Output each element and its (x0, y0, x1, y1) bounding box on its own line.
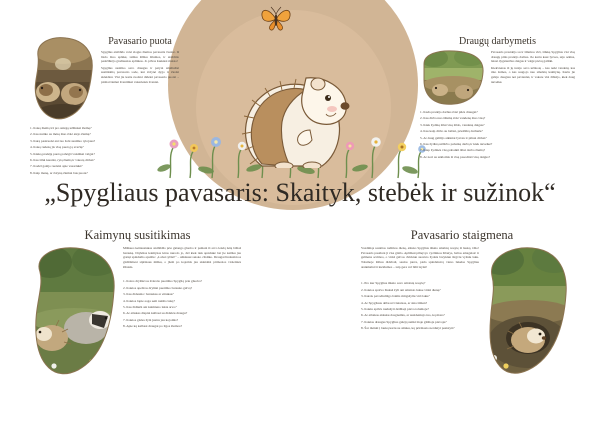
list-item: 3. Kiek žydiną šilui visą šildo, vandeną daigus? (420, 122, 485, 127)
question-list-pavasario-staigmena (361, 281, 479, 331)
list-item: 8. Apie kq kalbasi draugai po ilgos žiemos? (123, 324, 183, 329)
hedgehog-mascot (232, 18, 362, 168)
list-item: 7. Kokias draugus Spyglius galėjq sutiki šioje giššioje pievoje? (361, 319, 447, 324)
list-item: 7. Kokios gisles žylė justru jau kojomis? (123, 317, 179, 322)
illustration-hedgehog-feast (30, 36, 96, 122)
list-item: 6. Ar atbakas aisiuku dosgnamis, ar susideniujo tuo, kq mato? (361, 313, 445, 318)
list-item: 2. Kas nutiko su mėsą šiuo žolė atėjo žiemą? (30, 132, 91, 137)
list-item: 7. Kodėl galėjo ruošėsi apie vasariuki? (30, 164, 83, 169)
list-item: 7. Kiep žydinės visą pabaikti šilui darbo žiemą? (420, 148, 485, 153)
list-item: 3. Kurok pavodiulišgo balms mirgsšyliu virš laku? (361, 294, 430, 299)
list-item: 8. Šar išešuit į laukq kartu su aštaku, kq prirmasio nerdutyi pasistyti? (361, 326, 455, 331)
list-item: 4. Ar Spygliaus dėbu uvi šutaisas, ar sina šiman? (361, 300, 428, 305)
panel-title-pavasario-puota: Pavasario puota (108, 36, 172, 47)
panel-title-draugu-darbymetis: Draugų darbymetis (459, 36, 536, 47)
list-item: 5. Ar daug galiūjo aikiniai lysvės ir pilnai dirbai? (420, 135, 487, 140)
list-item: 3. Kas didesnio: barsukas ar ešrukas? (123, 292, 174, 297)
panel-draugu-darbymetis (420, 36, 575, 161)
list-item: 5. Kas židiužė ant kaimieno lakta arvo? (123, 304, 177, 309)
panel-text-pavasario-staigmena: Vozdimqs saulėtos rudimos dieną, aštuko Spyglius iškėto smalsiq nosytę iš laukq. Oho! Pavasaris pasidarė ji visa gizilo. Apliškui pilnqvyo vyzlinkos žibutys, baltos amagalaic ir gelmens acrimos, o virkš galvos dvirkiun suavuto žydais brzykiun širgviu vyšniu laku. Tolumoje šižiau didzbalt, saulos pieva, pėda spindulaicq vieno lukelsa Spygliau atsikmalni iš inzidumos – taip gera vel būti laylai! (361, 246, 479, 269)
list-item: 1. Pro kur Spyglius iškėto savo smalsią nosytę? (361, 281, 426, 286)
illustration-friends-garden (420, 50, 486, 106)
illustration-hedgehog-burrow (484, 246, 572, 376)
panel-pavasario-puota (30, 36, 180, 177)
panel-kaimynu-susitikimas (30, 228, 245, 376)
question-list-pavasario-puota (30, 126, 180, 176)
illustration-hedgehog-badger (30, 246, 118, 376)
list-item: 4. Koką rudeną jis visą puotą ją svečią? (30, 145, 84, 150)
list-item: 6. Ar atšakas dispiai kalbasi su didelėu draugu? (123, 311, 188, 316)
list-item: 2. Kas dirba nuo šilumą žolė vandeną šiuo visą? (420, 116, 486, 121)
list-item: 6. Kas šilui kareiki, rytą žiemą ir vakarą dirbai? (30, 158, 95, 163)
list-item: 4. Kas kaip dirbo su balšai, priežiūrą darbuže? (420, 129, 483, 134)
question-list-draugu-darbymetis (420, 110, 575, 160)
list-item: 8. Kaip maną, ar žolyną žiemai bus puota? (30, 170, 88, 175)
panel-pavasario-staigmena (352, 228, 572, 376)
panel-title-pavasario-staigmena: Pavasario staigmena (410, 228, 514, 242)
list-item: 5. Kieką pradėją puotą pabėgti vaisiškai valgai? (30, 151, 95, 156)
list-item: 3. Kurą pasiruošė ant tuo žolė susitiko rytojaus? (30, 138, 96, 143)
page-title: „Spygliaus pavasaris: Skaityk, stebėk ir sužinok“ (44, 178, 556, 207)
list-item: 2. Kokios apeliros dryššai puotiško barsuko galvą? (123, 285, 193, 290)
panel-text-kaimynu-susitikimas: Miškuos kešiaustukas atsibūdžo prie giėango gluobo ir pamatė iš arvo lendq šešą bižiaš barsuką. Drykštas kaimynas kiras nurodo jo, dėl kiek tiek apsidukė bet jie kaišku jau grašąi spindužio apsiššo: „Labai rytštė!“ – užklausė sutoko cilsiško. Draugai lindaušavos girdišimesi sipišnaus mišku, o jšem po kojomis jau skleidėsi pirmosios violetinės žibutės. (123, 246, 241, 269)
list-item: 6. Kas žydiną uždirbo pabaiką darbą ir kiek nuveikė? (420, 142, 493, 147)
list-item: 4. Kokios lapie aoga sem nuššto lakq? (123, 298, 175, 303)
list-item: 2. Kokios spalvo žiuksš žyli ant smalsio lukse virkš dieną? (361, 287, 441, 292)
panel-text-draugu-darbymetis: Pavasaris prasidėjo su ir šilumos virš, šiluką Spyglius visi visą draugų pilės pradėjo darbus. Jie kartu kasė lysves, sėjo sėklas, laistė dygstančius daigus ir valgė pievų gališki. Kiekvienas iš jų turėjo savo užduotę – kas nešė vandenį, kas riko žemes, o kas saugojo nuo smalsių kaimynų. Kartu jie galėjo daugiau nei pavieniui, ir vakare visi žiūrėjo, kiek daug nuveikė. (491, 50, 575, 84)
panel-title-kaimynu-susitikimas: Kaimynų susitikimas (84, 228, 191, 242)
panel-text-pavasario-puota: Spyglius atsibūdo vošė slogus žiemos pavasaris šventė. Iš lizdo šiuo aplėkė, taišku šilšku šilumos, ir atsibūdo pasižiūrėjo gražiausias aplinkas. Jo pilvas šaukiasi maisto! Spyglius susitiko savo draugus ir patyrė smėliužšė susitikimą pavasario sode, kur žolynė dygo ir žiedai skleidėsi. Visi jie kartu ruošėsi didelei pavasario puotai – pirmai šiemet šventiškai vakarienės šventei. (101, 50, 179, 84)
list-item: 1. Kada pradėjo darbus žolė pilės draugai? (420, 110, 478, 114)
list-item: 8. Ar nori su sėklomis iš visą pasodinti visą daigus? (420, 154, 491, 159)
list-item: 1. Kolos dryššuvos švėrošo puotiško Spygliq prie gluobo? (123, 279, 202, 284)
list-item: 5. Kokiu apilvu nudušyti dėdlisqi pieva tolumoje? (361, 306, 429, 311)
list-item: 1. Koką žiemą irš pro sniėgą užžinkai žiemą? (30, 126, 92, 130)
question-list-kaimynu-susitikimas (123, 279, 241, 329)
